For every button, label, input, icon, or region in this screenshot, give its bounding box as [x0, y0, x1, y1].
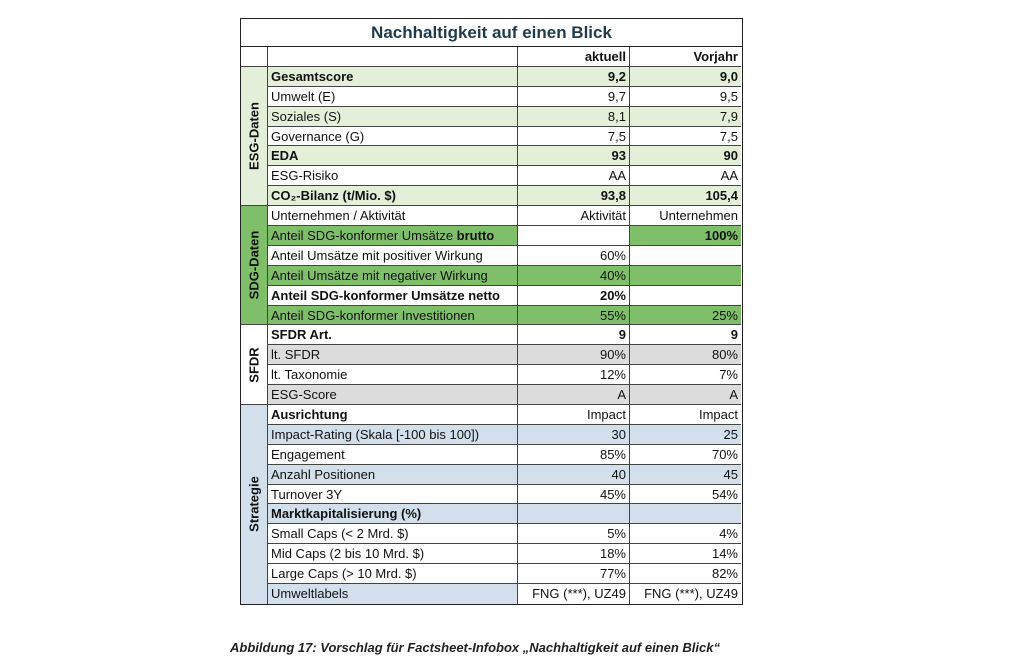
row-previous: 14% [630, 544, 741, 564]
row-label: Anteil SDG-konformer Umsätze brutto [268, 226, 518, 246]
row-previous [630, 286, 741, 306]
row-label: Ausrichtung [268, 405, 518, 425]
row-label: lt. Taxonomie [268, 365, 518, 385]
row-label: Umweltlabels [268, 584, 518, 604]
row-label: Large Caps (> 10 Mrd. $) [268, 564, 518, 584]
section-label-sdg: SDG-Daten [241, 206, 268, 325]
figure-caption: Abbildung 17: Vorschlag für Factsheet-Infobox „Nachhaltigkeit auf einen Blick“ [230, 640, 720, 655]
header-spacer [241, 47, 268, 67]
row-previous: 25% [630, 306, 741, 326]
infobox-title: Nachhaltigkeit auf einen Blick [241, 19, 742, 47]
row-label: CO₂-Bilanz (t/Mio. $) [268, 186, 518, 206]
row-current: 40 [518, 465, 630, 485]
row-label: Governance (G) [268, 127, 518, 147]
row-previous: 80% [630, 345, 741, 365]
row-label: Marktkapitalisierung (%) [268, 504, 518, 524]
row-previous: 25 [630, 425, 741, 445]
row-previous: 7,9 [630, 107, 741, 127]
infobox [240, 18, 743, 605]
row-previous: 9,0 [630, 67, 741, 87]
row-current: 90% [518, 345, 630, 365]
header-label-spacer [268, 47, 518, 67]
row-current: 55% [518, 306, 630, 326]
row-current: 9 [518, 325, 630, 345]
row-current: 85% [518, 445, 630, 465]
row-current: 20% [518, 286, 630, 306]
row-current: 93,8 [518, 186, 630, 206]
row-previous: FNG (***), UZ49 [630, 584, 741, 604]
row-label: Umwelt (E) [268, 87, 518, 107]
row-previous: 7% [630, 365, 741, 385]
row-label: SFDR Art. [268, 325, 518, 345]
row-current [518, 226, 630, 246]
infobox-table [241, 47, 742, 604]
section-label-strategie: Strategie [241, 405, 268, 604]
row-current: 40% [518, 266, 630, 286]
row-previous: 45 [630, 465, 741, 485]
row-label: ESG-Risiko [268, 166, 518, 186]
row-previous: 105,4 [630, 186, 741, 206]
row-previous [630, 266, 741, 286]
row-current: Aktivität [518, 206, 630, 226]
row-previous: 9 [630, 325, 741, 345]
row-label: Anteil Umsätze mit positiver Wirkung [268, 246, 518, 266]
row-label: ESG-Score [268, 385, 518, 405]
row-previous: 90 [630, 146, 741, 166]
row-previous: 9,5 [630, 87, 741, 107]
row-current: Impact [518, 405, 630, 425]
row-current: 60% [518, 246, 630, 266]
row-current [518, 504, 630, 524]
section-label-esg: ESG-Daten [241, 67, 268, 206]
row-previous: 100% [630, 226, 741, 246]
row-current: AA [518, 166, 630, 186]
row-current: 7,5 [518, 127, 630, 147]
row-label: Anteil SDG-konformer Umsätze netto [268, 286, 518, 306]
row-current: 5% [518, 524, 630, 544]
row-previous: Unternehmen [630, 206, 741, 226]
row-previous [630, 504, 741, 524]
row-current: 45% [518, 485, 630, 505]
section-label-sfdr: SFDR [241, 325, 268, 405]
row-label: Soziales (S) [268, 107, 518, 127]
row-current: A [518, 385, 630, 405]
row-label: lt. SFDR [268, 345, 518, 365]
row-current: 18% [518, 544, 630, 564]
row-previous: AA [630, 166, 741, 186]
row-label: Small Caps (< 2 Mrd. $) [268, 524, 518, 544]
row-previous: A [630, 385, 741, 405]
column-header-previous: Vorjahr [630, 47, 741, 67]
row-label: Unternehmen / Aktivität [268, 206, 518, 226]
row-current: 93 [518, 146, 630, 166]
row-previous: 70% [630, 445, 741, 465]
row-previous [630, 246, 741, 266]
row-label: Engagement [268, 445, 518, 465]
row-label: Gesamtscore [268, 67, 518, 87]
row-current: 77% [518, 564, 630, 584]
row-label: EDA [268, 146, 518, 166]
column-header-current: aktuell [518, 47, 630, 67]
row-current: 9,2 [518, 67, 630, 87]
row-label: Anteil SDG-konformer Investitionen [268, 306, 518, 326]
row-previous: 54% [630, 485, 741, 505]
row-label: Turnover 3Y [268, 485, 518, 505]
row-current: 30 [518, 425, 630, 445]
row-label: Anteil Umsätze mit negativer Wirkung [268, 266, 518, 286]
row-label: Anzahl Positionen [268, 465, 518, 485]
row-current: FNG (***), UZ49 [518, 584, 630, 604]
row-current: 9,7 [518, 87, 630, 107]
row-previous: 4% [630, 524, 741, 544]
row-current: 8,1 [518, 107, 630, 127]
row-previous: Impact [630, 405, 741, 425]
row-label: Mid Caps (2 bis 10 Mrd. $) [268, 544, 518, 564]
row-label: Impact-Rating (Skala [-100 bis 100]) [268, 425, 518, 445]
row-previous: 7,5 [630, 127, 741, 147]
row-current: 12% [518, 365, 630, 385]
row-previous: 82% [630, 564, 741, 584]
